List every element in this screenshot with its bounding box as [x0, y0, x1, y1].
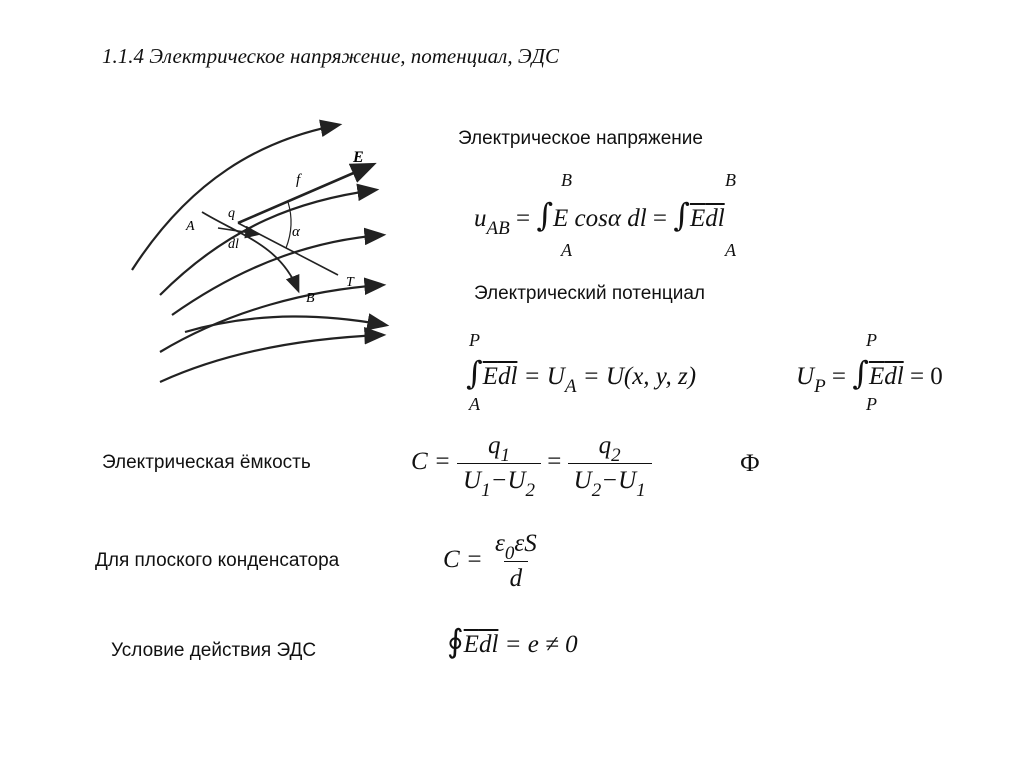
label-T: T: [346, 275, 354, 290]
voltage-upper-2: B: [725, 170, 736, 190]
voltage-heading: Электрическое напряжение: [458, 128, 703, 149]
field-line-4: [160, 285, 382, 352]
page-title: 1.1.4 Электрическое напряжение, потенциал, ЭДС: [102, 44, 559, 68]
potential-upper-1: P: [469, 330, 480, 350]
plate-label: Для плоского конденсатора: [95, 550, 340, 571]
capacitance-formula: C = $\frac{q_1}{U_1-U_2}$ = $\frac{q_2}{U_2-U_1}$: [411, 432, 652, 495]
potential-upper-2: P: [866, 330, 877, 350]
potential-lower-1: A: [469, 394, 480, 414]
dl-path: [202, 212, 298, 290]
label-dl: dl: [228, 237, 239, 252]
potential-heading: Электрический потенциал: [474, 283, 706, 304]
voltage-lower-2: A: [725, 240, 736, 260]
emf-label: Условие действия ЭДС: [111, 640, 317, 661]
emf-formula: $∮\overline{E}\overline{dl} = e \ne 0$: [447, 622, 578, 660]
potential-formula-2: $U_P = \int\overline{E}\overline{dl} = 0$: [796, 354, 943, 397]
label-B: B: [306, 291, 315, 306]
field-line-5: [160, 335, 382, 382]
label-E: E: [353, 149, 364, 166]
voltage-lower-1: A: [561, 240, 572, 260]
capacitance-label: Электрическая ёмкость: [102, 452, 311, 473]
potential-formula-1: $\int\overline{E}\overline{dl} = U_A = U(x$, y, z): [466, 354, 697, 397]
label-f: f: [296, 172, 301, 188]
field-line-2: [160, 190, 375, 295]
tangent-line: [238, 223, 338, 275]
label-alpha: α: [292, 224, 300, 240]
label-A: A: [186, 219, 195, 234]
voltage-formula: $u_{AB} = \int E$ cosα dl = $\int\overline{E}\overline{dl}$: [474, 196, 725, 239]
voltage-upper-1: B: [561, 170, 572, 190]
field-diagram: [120, 110, 410, 390]
label-q: q: [228, 206, 235, 221]
field-line-6: [185, 316, 385, 332]
potential-lower-2: P: [866, 394, 877, 414]
capacitance-unit: Ф: [740, 450, 760, 477]
alpha-arc: [286, 202, 291, 248]
plate-formula: C = $\frac{\varepsilon_0\varepsilon S}{d}$: [443, 530, 537, 592]
